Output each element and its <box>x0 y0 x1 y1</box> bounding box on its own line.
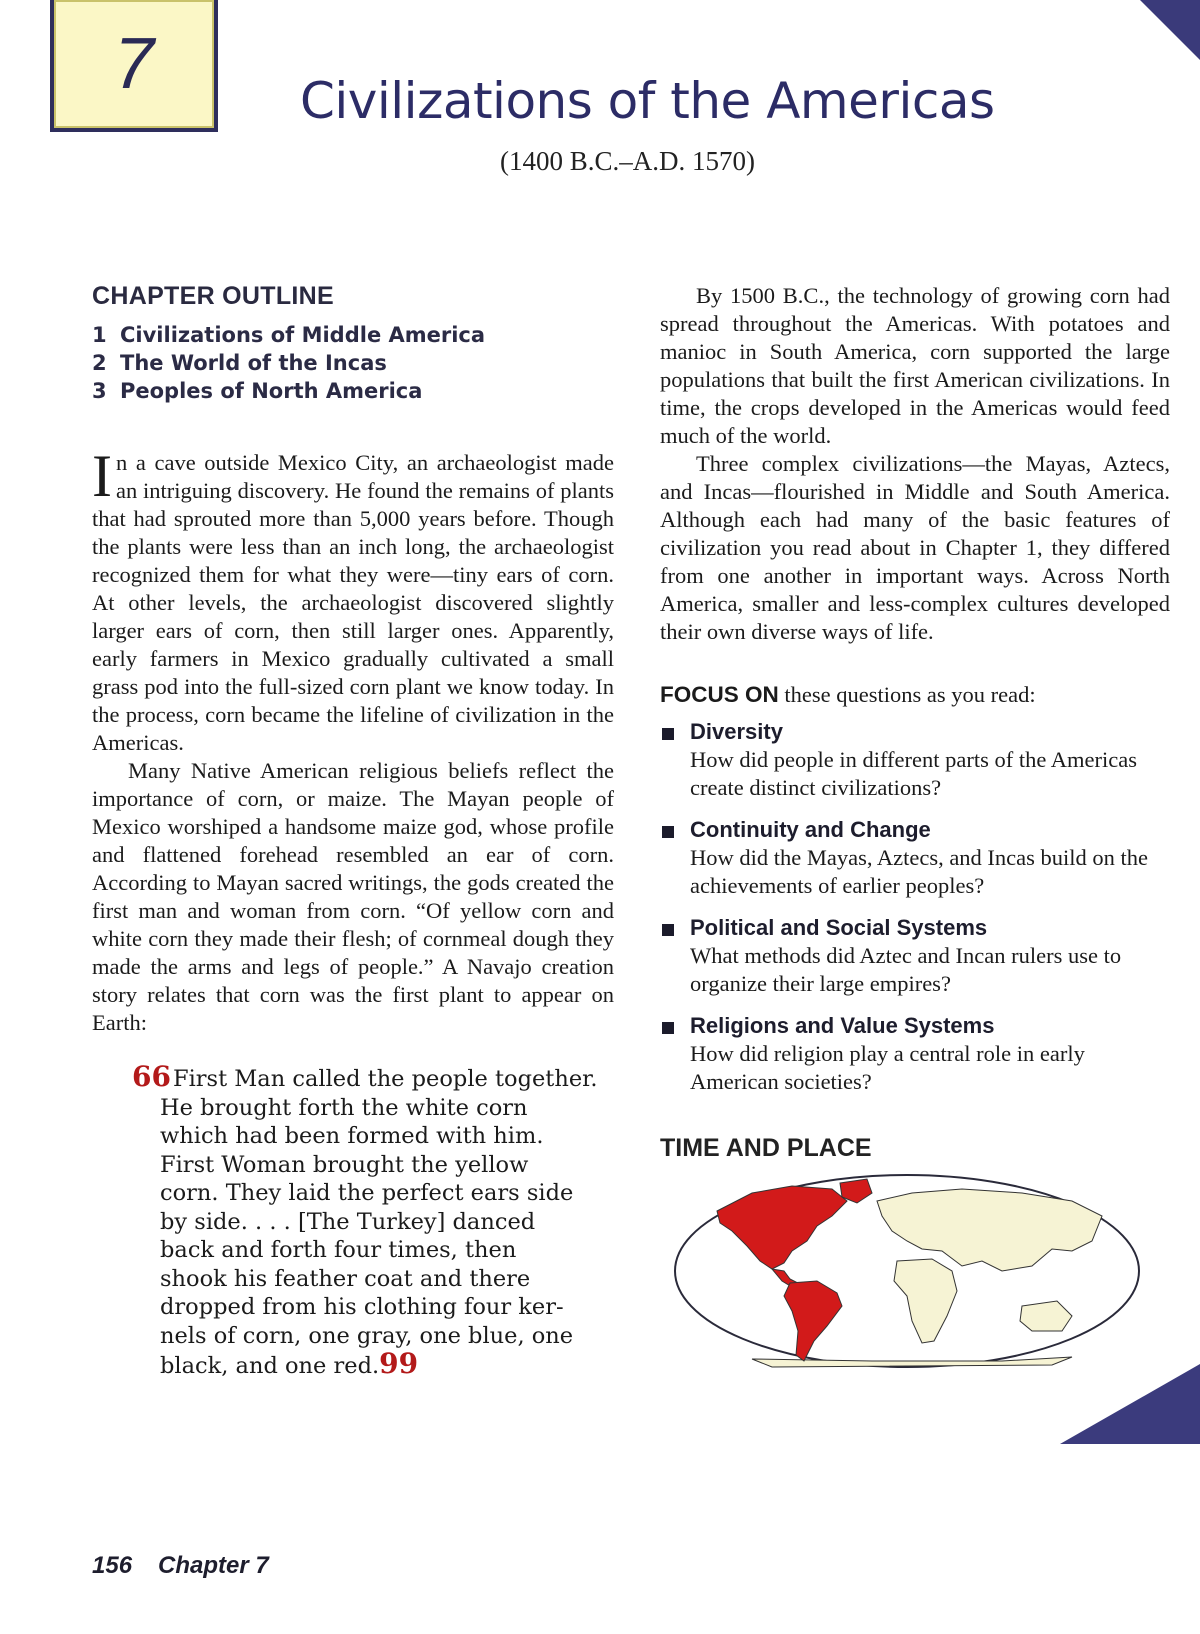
square-bullet-icon <box>662 924 674 936</box>
focus-item <box>660 718 1170 802</box>
outline-heading: CHAPTER OUTLINE <box>92 282 334 310</box>
square-bullet-icon <box>662 826 674 838</box>
intro-paragraph: In a cave outside Mexico City, an archaeologist made an intriguing discovery. He found the remains of plants that had sprouted more than 5,000 years before. Though the plants were less than an inch long, the archaeologist recognized them for what they were—tiny ears of corn. At other levels, the archaeologist discovered slightly larger ears of corn, then still larger ones. Apparently, early farmers in Mexico gradually cultivated a small grass pod into the full-sized corn plant we know today. In the process, corn became the lifeline of civilization in the Americas. <box>92 443 614 755</box>
focus-item-question: What methods did Aztec and Incan rulers use to organize their large empires? <box>690 943 1122 996</box>
quote-line: back and forth four times, then <box>160 1237 517 1263</box>
page-number: 156 <box>92 1552 133 1579</box>
navajo-quote <box>132 1060 614 1381</box>
quote-line: black, and one red.99 <box>160 1347 419 1380</box>
quote-line: corn. They laid the perfect ears side <box>160 1180 574 1206</box>
left-column <box>92 282 614 1381</box>
chapter-number-box <box>50 0 218 132</box>
quote-line: First Woman brought the yellow <box>160 1151 529 1178</box>
page-footer <box>92 1552 269 1580</box>
page-title: Civilizations of the Americas <box>300 72 995 130</box>
focus-item-question: How did religion play a central role in early American societies? <box>690 1041 1085 1094</box>
focus-item <box>660 914 1170 998</box>
focus-list <box>660 718 1170 1096</box>
focus-item-title: Political and Social Systems <box>690 915 988 940</box>
square-bullet-icon <box>662 1022 674 1034</box>
quote-line: nels of corn, one gray, one blue, one <box>160 1322 574 1349</box>
outline-item: 1 Civilizations of Middle America <box>92 323 486 347</box>
outline-item: 3 Peoples of North America <box>92 379 423 403</box>
focus-item <box>660 816 1170 900</box>
page-corner-decoration <box>1140 0 1200 60</box>
focus-item-title: Continuity and Change <box>690 817 931 842</box>
outline-list <box>92 321 614 405</box>
corn-spread-paragraph: By 1500 B.C., the technology of growing corn had spread throughout the Americas. With potatoes and manioc in South America, corn supported the large populations that built the first American civilizations. In time, the crops developed in the Americas would feed much of the world. <box>660 283 1170 448</box>
world-map <box>672 1171 1142 1371</box>
civilizations-paragraph: Three complex civilizations—the Mayas, Aztecs, and Incas—flourished in Middle and South America. Although each had many of the basic features of civilization you read about in Chapter 1, they differed from one another in important ways. Across North America, smaller and less-complex cultures developed their own diverse ways of life. <box>660 451 1170 644</box>
drop-cap: I <box>92 443 112 509</box>
square-bullet-icon <box>662 728 674 740</box>
quote-line: by side. . . . [The Turkey] danced <box>160 1208 536 1235</box>
chapter-label: Chapter 7 <box>158 1552 269 1579</box>
quote-line: dropped from his clothing four ker- <box>160 1294 564 1320</box>
outline-item: 2 The World of the Incas <box>92 351 387 375</box>
maize-paragraph: Many Native American religious beliefs reflect the importance of corn, or maize. The Mayan people of Mexico worshiped a handsome maize god, whose profile and flattened forehead resembled an ear of corn. According to Mayan sacred writings, the gods created the first man and woman from corn. “Of yellow corn and white corn they made their flesh; of cornmeal dough they made the arms and legs of people.” A Navajo creation story relates that corn was the first plant to appear on Earth: <box>92 758 614 1035</box>
page-corner-decoration-bottom <box>1060 1364 1200 1444</box>
chapter-number: 7 <box>113 24 155 104</box>
close-quote-mark: 99 <box>379 1347 419 1380</box>
quote-line: He brought forth the white corn <box>160 1094 528 1121</box>
time-place-heading: TIME AND PLACE <box>660 1134 872 1162</box>
focus-item-title: Religions and Value Systems <box>690 1013 995 1038</box>
quote-line: which had been formed with him. <box>160 1123 544 1149</box>
focus-heading: FOCUS ON these questions as you read: <box>660 682 1036 707</box>
quote-line: 66First Man called the people together. <box>132 1060 598 1093</box>
focus-item-title: Diversity <box>690 719 783 744</box>
focus-item <box>660 1012 1170 1096</box>
open-quote-mark: 66 <box>132 1060 171 1093</box>
focus-item-question: How did the Mayas, Aztecs, and Incas build on the achievements of earlier peoples? <box>690 845 1149 898</box>
focus-item-question: How did people in different parts of the Americas create distinct civilizations? <box>690 747 1137 800</box>
right-column <box>660 282 1170 1371</box>
date-range: (1400 B.C.–A.D. 1570) <box>500 146 755 176</box>
quote-line: shook his feather coat and there <box>160 1265 531 1292</box>
